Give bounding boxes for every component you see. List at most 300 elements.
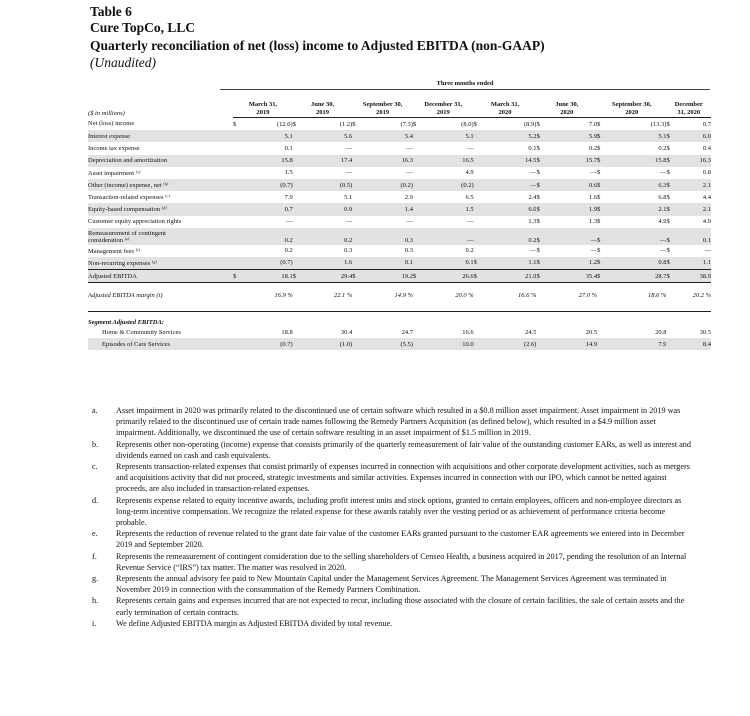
period-header: December 31, 2020 [666,96,711,118]
currency-sign: $ [536,257,545,270]
currency-sign [233,191,242,203]
cell-value: (1.0) [301,338,352,350]
cell-value: 10.0 [422,338,474,350]
cell-value: — [467,144,474,152]
cell-value: 18.6 % [648,292,667,300]
currency-sign: $ [597,228,606,245]
currency-sign [474,191,483,203]
footnote-text: We define Adjusted EBITDA margin as Adjusted EBITDA divided by total revenue. [116,618,393,628]
currency-sign [413,228,422,245]
cell-value: 0.2 [588,144,598,152]
currency-sign [233,167,242,179]
period-header: June 30, 2020 [536,96,597,118]
currency-sign [474,167,483,179]
table-row [88,142,711,154]
currency-sign [233,257,242,270]
cell-value: 24.5 [525,328,537,336]
cell-value: 14.9 [545,338,597,350]
spacer-cell [293,283,302,300]
table-row [88,155,711,167]
period-header: June 30, 2019 [293,96,353,118]
cell-value: 0.1 [528,144,537,152]
currency-sign: $ [666,179,675,191]
currency-sign [293,257,302,270]
cell-value: 5.4 [361,130,413,142]
currency-sign: $ [474,270,483,283]
cell-value: 1.9 [545,203,597,215]
spacer-cell [413,338,422,350]
cell-value: 5.1 [422,130,474,142]
cell-value: 14.5 [482,155,536,167]
currency-sign: $ [666,120,670,128]
currency-sign [474,155,483,167]
spacer-cell [233,283,242,300]
cell-value: (13.3) [650,120,667,128]
row-label: Adjusted EBITDA [88,270,233,283]
segment-row [88,338,711,350]
currency-sign: $ [597,257,606,270]
currency-sign: $ [536,193,540,201]
cell-value: — [659,169,667,177]
cell-value: 5.1 [606,130,667,142]
cell-value: 0.1 [284,144,293,152]
spacer-cell [666,283,675,300]
currency-sign: $ [597,179,606,191]
cell-value: 0.9 [301,203,352,215]
currency-sign: $ [666,228,675,245]
cell-value: 21.9 [482,270,536,283]
currency-sign [474,245,483,257]
table-row [88,203,711,215]
cell-value: 0.8 [606,257,667,270]
cell-value: 1.1 [675,257,711,270]
row-label: Customer equity appreciation rights [88,218,182,226]
spacer-cell [293,326,302,338]
spacer-cell [413,283,422,300]
spacer-cell [597,326,606,338]
currency-sign: $ [597,247,601,255]
footnote-key: g. [92,574,99,584]
footnote-key: h. [92,596,99,606]
cell-value: 19.2 [361,270,413,283]
currency-sign [293,130,302,142]
currency-sign [293,167,302,179]
currency-sign [413,130,422,142]
cell-value: 20.2 % [692,292,711,300]
currency-sign [233,228,242,245]
row-label: Episodes of Care Services [88,338,233,350]
cell-value: 4.9 [465,169,474,177]
currency-sign: $ [536,247,540,255]
cell-value: 38.9 [675,270,711,283]
currency-sign [233,203,242,215]
currency-sign [233,216,242,228]
cell-value: 0.4 [702,144,711,152]
cell-value: 0.1 [361,257,413,270]
cell-value: 7.9 [284,193,293,201]
currency-sign: $ [597,130,606,142]
currency-sign: $ [536,144,540,152]
spacer-cell [233,338,242,350]
currency-sign: $ [597,218,601,226]
currency-sign: $ [233,120,237,128]
table-row [88,118,711,131]
period-group-label: Three months ended [436,80,494,87]
currency-sign: $ [536,270,545,283]
spacer-cell [233,326,242,338]
currency-sign [413,216,422,228]
currency-sign: $ [666,169,670,177]
row-label: Interest expense [88,130,233,142]
footnote [92,495,692,529]
cell-value: (8.0) [461,120,474,128]
currency-sign: $ [413,270,422,283]
footnote-key: a. [92,406,98,415]
currency-sign [474,130,483,142]
cell-value: (5.5) [361,338,413,350]
cell-value: 5.1 [242,130,293,142]
currency-sign [352,167,361,179]
spacer-cell [352,326,361,338]
cell-value: 29.4 [301,270,352,283]
row-label: Adjusted EBITDA margin (i) [88,292,163,300]
unit-label: ($ in millions) [88,109,125,117]
spacer-cell [352,338,361,350]
currency-sign: $ [473,120,477,128]
currency-sign [352,228,361,245]
spacer-cell [536,283,545,300]
currency-sign: $ [474,257,483,270]
cell-value: — [422,228,474,245]
spacer-cell [597,283,606,300]
currency-sign [474,203,483,215]
cell-value: 6.8 [658,193,667,201]
footnote [92,528,692,550]
currency-sign: $ [597,193,601,201]
row-label: Depreciation and amortization [88,155,233,167]
cell-value: (0.2) [361,179,413,191]
table-row [88,216,711,228]
currency-sign: $ [597,270,606,283]
table-row [88,167,711,179]
table-title: Quarterly reconciliation of net (loss) income to Adjusted EBITDA (non-GAAP) [90,38,545,53]
cell-value: 15.8 [242,155,293,167]
table-row [88,179,711,191]
row-label: Home & Community Services [102,328,181,336]
footnote-text: Represents expense related to equity incentive awards, including profit interest units and stock options, granted to certain employees, officers and non-employee directors as long-term incentive compensation. We recognize the related expense for these awards ratably over the vesting period or as achievement of performance criteria become probable. [116,495,682,528]
cell-value: (12.0) [277,120,293,128]
currency-sign [474,142,483,154]
currency-sign [352,155,361,167]
cell-value: (8.9) [523,120,537,128]
currency-sign: $ [666,203,675,215]
footnote-key: f. [92,551,97,561]
footnote-key: d. [92,495,99,505]
row-label: Equity-based compensation ⁽ᵈ⁾ [88,203,233,215]
cell-value: 0.1 [422,257,474,270]
cell-value: 16.9 % [274,292,293,300]
cell-value: — [659,247,667,255]
currency-sign [413,179,422,191]
cell-value: 1.5 [422,203,474,215]
row-label: Non-recurring expenses ⁽ᵍ⁾ [88,257,233,270]
row-label: Transaction-related expenses ⁽ᶜ⁾ [88,194,170,202]
footnotes [92,405,692,629]
cell-value: — [545,228,597,245]
cell-value: 0.2 [465,247,474,255]
currency-sign [474,228,483,245]
cell-value: (0.7) [242,257,293,270]
currency-sign [413,155,422,167]
currency-sign [293,191,302,203]
currency-sign: $ [666,257,675,270]
currency-sign: $ [536,179,545,191]
footnote [92,618,692,629]
footnote [92,439,692,461]
column-header-row [88,96,711,118]
cell-value: 16.3 [675,155,711,167]
segment-row [88,326,711,338]
currency-sign: $ [597,144,601,152]
currency-sign [233,179,242,191]
cell-value: 0.7 [702,120,711,128]
cell-value: 1.3 [588,218,598,226]
currency-sign [352,179,361,191]
cell-value: 28.7 [606,270,667,283]
cell-value: 27.0 % [578,292,598,300]
cell-value: 0.2 [284,247,293,255]
table-row [88,245,711,257]
cell-value: 6.0 [482,203,536,215]
footnote [92,551,692,573]
spacer-cell [597,338,606,350]
cell-value: 14.9 % [394,292,413,300]
spacer-cell [352,283,361,300]
cell-value: 0.2 [482,228,536,245]
cell-value: 0.1 [675,228,711,245]
cell-value: 0.7 [242,203,293,215]
cell-value: 20.5 [585,328,598,336]
cell-value: 8.4 [675,338,711,350]
currency-sign [352,216,361,228]
cell-value: 24.7 [401,328,413,336]
cell-value: 1.4 [361,203,413,215]
currency-sign: $ [666,144,670,152]
period-header: March 31, 2020 [474,96,537,118]
currency-sign: $ [597,120,601,128]
cell-value: 1.3 [528,218,537,226]
cell-value: 6.5 [465,193,474,201]
currency-sign: $ [292,120,296,128]
footnote [92,573,692,595]
cell-value: 0.6 [545,179,597,191]
row-label: Asset impairment ⁽ᵃ⁾ [88,169,141,177]
cell-value: 6.3 [606,179,667,191]
currency-sign [293,216,302,228]
currency-sign: $ [293,270,302,283]
cell-value: — [482,179,536,191]
cell-value: — [529,247,537,255]
spacer-cell [536,338,545,350]
currency-sign [293,142,302,154]
cell-value: 0.3 [361,228,413,245]
spacer-cell [666,338,675,350]
table-row [88,130,711,142]
cell-value: — [529,169,537,177]
currency-sign [293,228,302,245]
currency-sign [293,245,302,257]
footnote-key: e. [92,529,98,539]
currency-sign: $ [597,203,606,215]
segment-header: Segment Adjusted EBITDA: [88,312,711,327]
footnote-key: i. [92,618,97,628]
cell-value: 0.3 [344,247,353,255]
cell-value: 30.4 [340,328,353,336]
table-row [88,228,711,245]
cell-value: — [467,218,474,226]
cell-value: 5.9 [545,130,597,142]
cell-value: — [345,169,353,177]
cell-value: 2.1 [675,203,711,215]
cell-value: 16.5 [422,155,474,167]
cell-value: — [590,169,598,177]
cell-value: 5.6 [301,130,352,142]
cell-value: 4.4 [702,193,711,201]
spacer-cell [474,326,483,338]
currency-sign [293,179,302,191]
cell-value: 0.2 [301,228,352,245]
currency-sign: $ [666,270,675,283]
cell-value: — [345,144,353,152]
cell-value: 1.2 [545,257,597,270]
cell-value: 17.4 [301,155,352,167]
currency-sign: $ [352,270,361,283]
footnote-text: Represents other non-operating (income) expense that consists primarily of the quarterly remeasurement of fair value of the outstanding customer EARs, as well as interest and dividends earned on cash and cash equivalents. [116,439,691,460]
cell-value: 2.9 [404,193,413,201]
spacer-cell [536,326,545,338]
row-label: Other (income) expense, net ⁽ᵇ⁾ [88,179,233,191]
footnote-text: Represents the annual advisory fee paid to New Mountain Capital under the Management Services Agreement. The Management Services Agreement was terminated in November 2019 in connection with the consummation of the Remedy Partners Combination. [116,574,667,595]
currency-sign [413,191,422,203]
currency-sign [233,142,242,154]
currency-sign: $ [597,155,606,167]
cell-value: 16.6 [462,328,474,336]
period-header: September 30, 2019 [352,96,413,118]
cell-value: 20.0 % [455,292,474,300]
currency-sign [352,142,361,154]
currency-sign [293,203,302,215]
cell-value: — [345,218,353,226]
cell-value: 6.0 [675,130,711,142]
cell-value: (0.5) [301,179,352,191]
currency-sign: $ [666,193,670,201]
row-label: Net (loss) income [88,120,135,128]
cell-value: (2.6) [482,338,536,350]
cell-value: 16.3 [361,155,413,167]
row-label: Management fees ⁽ᶠ⁾ [88,247,141,255]
currency-sign [413,257,422,270]
currency-sign: $ [536,130,545,142]
table-row [88,270,711,283]
table-subtitle: (Unaudited) [90,55,156,70]
table-number: Table 6 [90,4,132,19]
margin-row [88,283,711,300]
currency-sign [413,167,422,179]
period-group-rule [220,89,710,90]
cell-value: — [590,247,598,255]
spacer-cell [88,299,711,312]
footnote-text: Represents the remeasurement of contingent consideration due to the selling shareholders of Censeo Health, a business acquired in 2017, pending the resolution of an Internal Revenue Service (“IRS”) tax matter. The matter was resolved in 2020. [116,551,687,572]
currency-sign: $ [666,130,675,142]
spacer-cell [474,338,483,350]
cell-value: 15.8 [606,155,667,167]
footnote [92,461,692,495]
cell-value: 5.1 [344,193,353,201]
spacer-cell [293,338,302,350]
cell-value: 26.6 [422,270,474,283]
currency-sign [413,142,422,154]
cell-value: 1.6 [301,257,352,270]
currency-sign: $ [412,120,417,128]
cell-value: — [406,144,413,152]
footnote [92,405,692,439]
cell-value: 5.2 [482,130,536,142]
currency-sign: $ [536,155,545,167]
cell-value: 1.5 [284,169,293,177]
currency-sign: $ [536,218,540,226]
currency-sign [233,155,242,167]
currency-sign [352,203,361,215]
cell-value: 22.1 % [333,292,353,300]
cell-value: 2.1 [606,203,667,215]
spacer-cell [666,326,675,338]
currency-sign [413,245,422,257]
currency-sign [352,130,361,142]
footnote [92,595,692,617]
cell-value: (1.2) [339,120,353,128]
cell-value: (0.7) [242,338,293,350]
currency-sign [474,216,483,228]
footnote-text: Represents transaction-related expenses that consist primarily of expenses incurred in connection with acquisitions and other corporate development activities, such as mergers and acquisitions activity that did not proceed, strategic investments and similar activities. Expenses incurred in connection with our IPO, which cannot be netted against proceeds, are also included in transaction-related expenses. [116,462,690,494]
row-label: Income tax expense [88,144,140,152]
cell-value: 7.0 [588,120,598,128]
cell-value: 20.8 [655,328,667,336]
currency-sign [233,245,242,257]
cell-value: 1.6 [588,193,598,201]
company-name: Cure TopCo, LLC [90,20,196,35]
cell-value: 18.8 [281,328,293,336]
cell-value: 35.4 [545,270,597,283]
currency-sign: $ [666,155,675,167]
currency-sign: $ [666,218,670,226]
currency-sign: $ [666,247,670,255]
cell-value: 7.9 [606,338,667,350]
currency-sign [352,257,361,270]
cell-value: (0.7) [242,179,293,191]
currency-sign: $ [536,203,545,215]
reconciliation-table [88,96,711,350]
period-header: December 31, 2019 [413,96,474,118]
cell-value: 2.1 [675,179,711,191]
cell-value: (0.2) [422,179,474,191]
currency-sign: $ [536,169,540,177]
currency-sign [474,179,483,191]
row-label: Remeasurement of contingent consideration ⁽ᵉ⁾ [88,228,233,245]
currency-sign: $ [233,270,242,283]
table-row [88,191,711,203]
cell-value: 15.7 [545,155,597,167]
currency-sign: $ [352,120,356,128]
